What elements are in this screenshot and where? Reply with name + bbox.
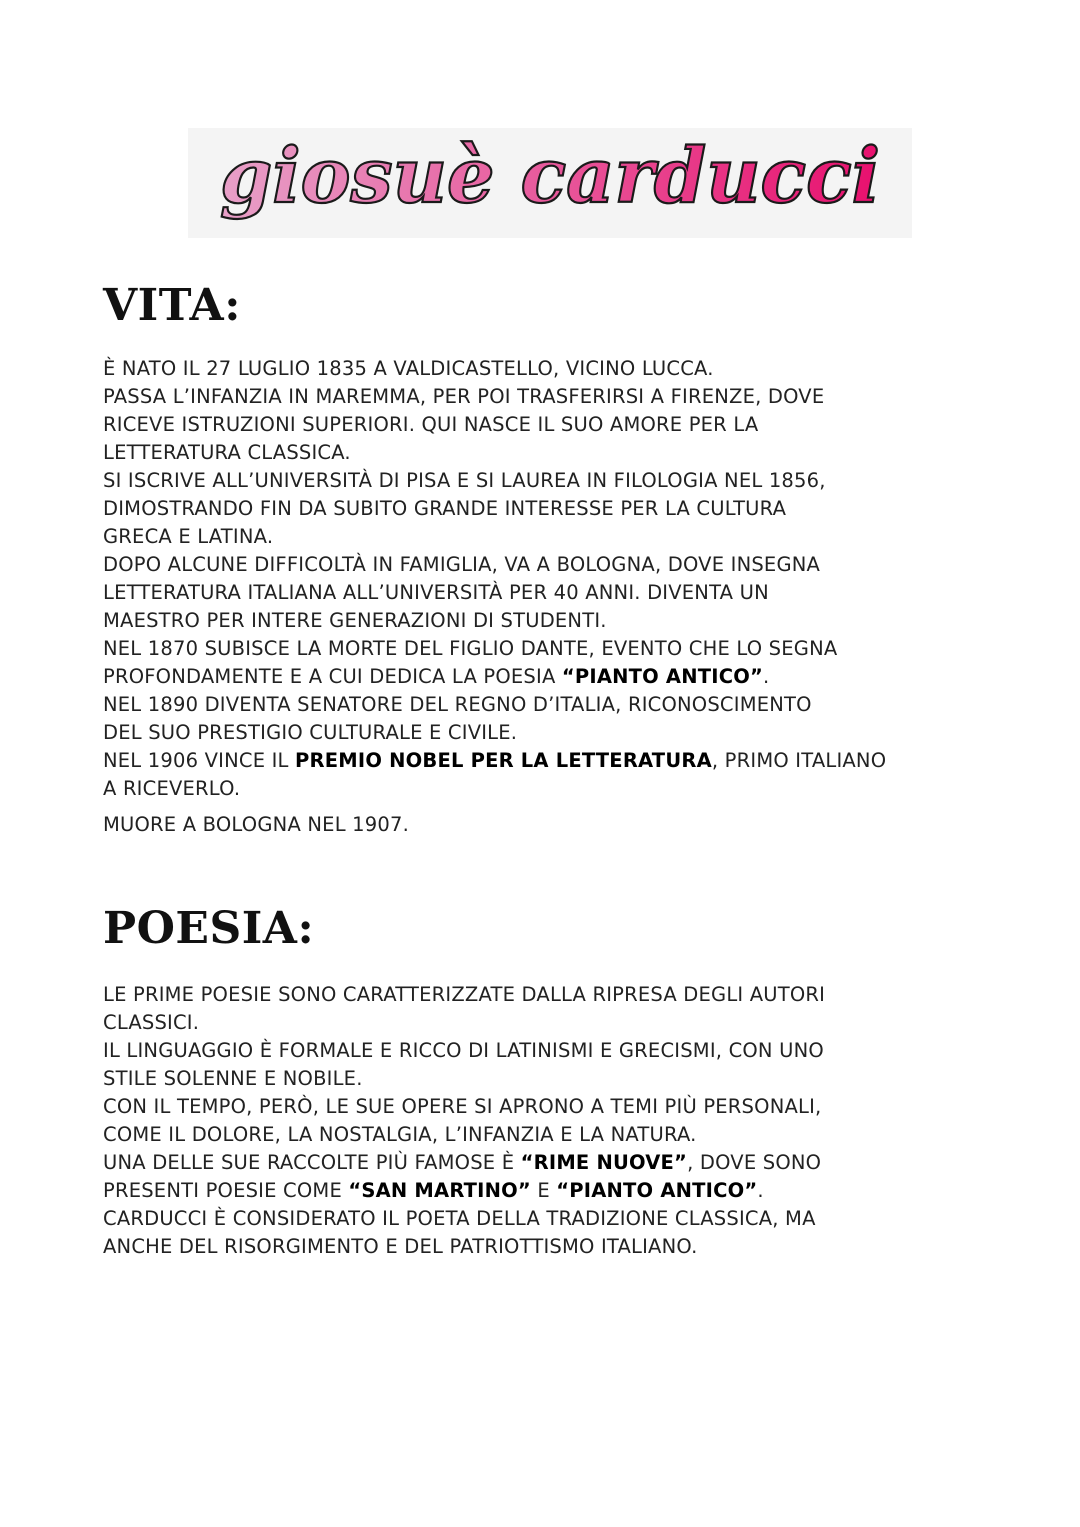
poesia-line [103,1121,1003,1149]
vita-text: A RICEVERLO. [103,777,241,800]
poesia-paragraph [103,981,1003,1261]
poesia-text: PRESENTI POESIE COME [103,1179,349,1202]
vita-text: SI ISCRIVE ALL’UNIVERSITÀ DI PISA E SI LAUREA IN FILOLOGIA NEL 1856, [103,469,826,492]
poesia-text: LE PRIME POESIE SONO CARATTERIZZATE DALLA RIPRESA DEGLI AUTORI [103,983,826,1006]
vita-line [103,551,1003,579]
vita-text: RICEVE ISTRUZIONI SUPERIORI. QUI NASCE IL SUO AMORE PER LA [103,413,759,436]
poesia-line [103,1149,1003,1177]
vita-line [103,467,1003,495]
poesia-bold-text: “PIANTO ANTICO” [556,1179,758,1202]
title-banner [188,128,912,238]
vita-text: NEL 1870 SUBISCE LA MORTE DEL FIGLIO DANTE, EVENTO CHE LO SEGNA [103,637,838,660]
vita-text: DOPO ALCUNE DIFFICOLTÀ IN FAMIGLIA, VA A BOLOGNA, DOVE INSEGNA [103,553,821,576]
poesia-line [103,1177,1003,1205]
poesia-line [103,1093,1003,1121]
vita-line [103,719,1003,747]
poesia-line [103,1037,1003,1065]
vita-text: NEL 1906 VINCE IL [103,749,296,772]
poesia-text: CLASSICI. [103,1011,200,1034]
vita-text: LETTERATURA ITALIANA ALL’UNIVERSITÀ PER 40 ANNI. DIVENTA UN [103,581,769,604]
poesia-bold-text: “SAN MARTINO” [348,1179,531,1202]
vita-last-line: MUORE A BOLOGNA NEL 1907. [103,813,409,836]
poesia-text: ANCHE DEL RISORGIMENTO E DEL PATRIOTTISMO ITALIANO. [103,1235,698,1258]
vita-line [103,747,1003,775]
poesia-text: CON IL TEMPO, PERÒ, LE SUE OPERE SI APRONO A TEMI PIÙ PERSONALI, [103,1095,822,1118]
vita-line [103,663,1003,691]
vita-last-paragraph [103,811,1003,839]
vita-paragraph [103,355,1003,803]
vita-line [103,439,1003,467]
poesia-text: CARDUCCI È CONSIDERATO IL POETA DELLA TRADIZIONE CLASSICA, MA [103,1207,816,1230]
vita-line [103,607,1003,635]
vita-line [103,775,1003,803]
poesia-bold-text: “RIME NUOVE” [520,1151,688,1174]
poesia-text: UNA DELLE SUE RACCOLTE PIÙ FAMOSE È [103,1151,521,1174]
poesia-line [103,1205,1003,1233]
vita-line [103,355,1003,383]
title-logo [188,128,912,238]
vita-line [103,635,1003,663]
poesia-text: . [757,1179,764,1202]
poesia-text: E [530,1179,557,1202]
vita-text: , PRIMO ITALIANO [711,749,887,772]
poesia-line [103,1009,1003,1037]
vita-text: PASSA L’INFANZIA IN MAREMMA, PER POI TRASFERIRSI A FIRENZE, DOVE [103,385,825,408]
vita-line [103,383,1003,411]
vita-text: MAESTRO PER INTERE GENERAZIONI DI STUDENTI. [103,609,607,632]
poesia-line [103,981,1003,1009]
vita-text: DIMOSTRANDO FIN DA SUBITO GRANDE INTERESSE PER LA CULTURA [103,497,787,520]
poesia-text: IL LINGUAGGIO È FORMALE E RICCO DI LATINISMI E GRECISMI, CON UNO [103,1039,824,1062]
poesia-text: COME IL DOLORE, LA NOSTALGIA, L’INFANZIA E LA NATURA. [103,1123,697,1146]
vita-text: PROFONDAMENTE E A CUI DEDICA LA POESIA [103,665,562,688]
title-text: giosuè carducci [220,131,880,220]
poesia-text: STILE SOLENNE E NOBILE. [103,1067,363,1090]
vita-text: LETTERATURA CLASSICA. [103,441,351,464]
vita-bold-text: “PIANTO ANTICO” [561,665,764,688]
vita-text: È NATO IL 27 LUGLIO 1835 A VALDICASTELLO, VICINO LUCCA. [103,357,714,380]
vita-bold-text: PREMIO NOBEL PER LA LETTERATURA [295,749,712,772]
vita-line [103,691,1003,719]
poesia-line [103,1065,1003,1093]
vita-line [103,495,1003,523]
poesia-heading: POESIA: [103,903,315,954]
vita-heading: VITA: [103,280,241,331]
vita-line [103,523,1003,551]
vita-line [103,579,1003,607]
vita-text: . [763,665,770,688]
vita-text: NEL 1890 DIVENTA SENATORE DEL REGNO D’ITALIA, RICONOSCIMENTO [103,693,812,716]
vita-text: GRECA E LATINA. [103,525,274,548]
vita-line [103,411,1003,439]
vita-text: DEL SUO PRESTIGIO CULTURALE E CIVILE. [103,721,518,744]
poesia-line [103,1233,1003,1261]
poesia-text: , DOVE SONO [687,1151,822,1174]
